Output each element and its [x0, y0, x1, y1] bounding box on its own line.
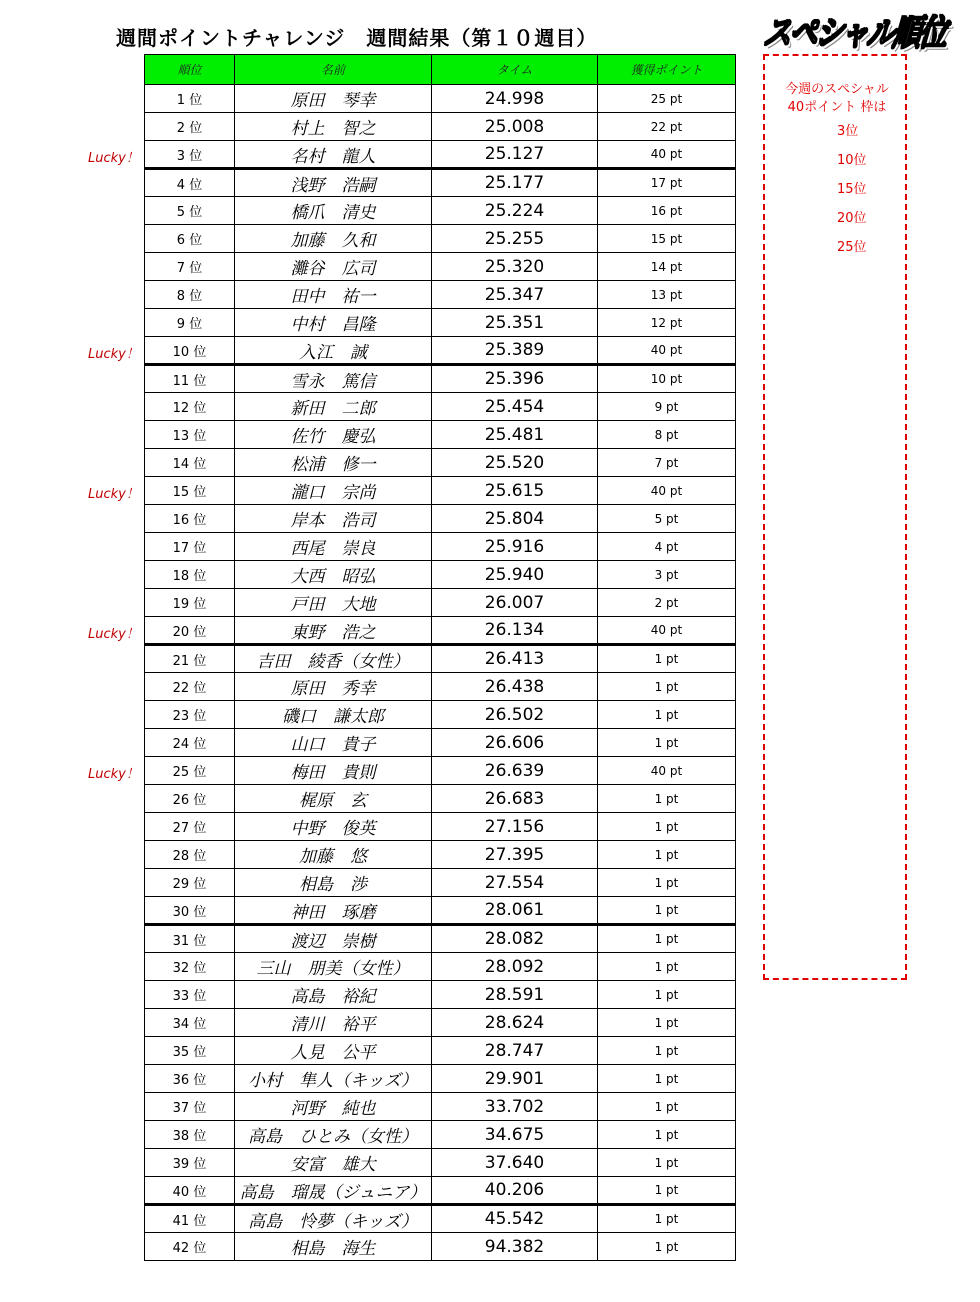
- page-title: 週間ポイントチャレンジ 週間結果（第１０週目）: [116, 26, 598, 50]
- name-cell: 人見 公平: [235, 1037, 432, 1065]
- time-cell: 26.438: [432, 673, 598, 701]
- table-row: [145, 673, 736, 701]
- time-cell: 28.061: [432, 897, 598, 925]
- rank-cell: 28 位: [145, 841, 235, 869]
- special-line-2: 40ポイント 枠は: [787, 100, 887, 115]
- points-cell: 1 pt: [598, 729, 736, 757]
- rank-cell: 25 位: [145, 757, 235, 785]
- table-row: [145, 225, 736, 253]
- results-table: [144, 54, 736, 1261]
- points-cell: 1 pt: [598, 645, 736, 673]
- points-cell: 1 pt: [598, 981, 736, 1009]
- table-row: [145, 1205, 736, 1233]
- name-cell: 梅田 貴則: [235, 757, 432, 785]
- name-cell: 村上 智之: [235, 113, 432, 141]
- name-cell: 松浦 修一: [235, 449, 432, 477]
- table-row: [145, 841, 736, 869]
- rank-cell: 7 位: [145, 253, 235, 281]
- rank-cell: 20 位: [145, 617, 235, 645]
- points-cell: 4 pt: [598, 533, 736, 561]
- special-ranking-title: スペシャル順位: [762, 12, 947, 54]
- rank-cell: 3 位: [145, 141, 235, 169]
- time-cell: 25.255: [432, 225, 598, 253]
- lucky-label: Lucky！: [88, 487, 139, 502]
- points-cell: 1 pt: [598, 701, 736, 729]
- table-row: [145, 1093, 736, 1121]
- rank-cell: 8 位: [145, 281, 235, 309]
- rank-cell: 17 位: [145, 533, 235, 561]
- time-cell: 25.804: [432, 505, 598, 533]
- rank-cell: 32 位: [145, 953, 235, 981]
- points-cell: 17 pt: [598, 169, 736, 197]
- table-row: [145, 617, 736, 645]
- name-cell: 河野 純也: [235, 1093, 432, 1121]
- points-cell: 1 pt: [598, 1065, 736, 1093]
- rank-cell: 1 位: [145, 85, 235, 113]
- rank-cell: 14 位: [145, 449, 235, 477]
- name-cell: 高島 ひとみ（女性）: [235, 1121, 432, 1149]
- points-cell: 1 pt: [598, 869, 736, 897]
- points-cell: 40 pt: [598, 617, 736, 645]
- table-row: [145, 1233, 736, 1261]
- name-cell: 名村 龍人: [235, 141, 432, 169]
- time-cell: 45.542: [432, 1205, 598, 1233]
- table-row: [145, 393, 736, 421]
- time-cell: 29.901: [432, 1065, 598, 1093]
- table-row: [145, 1177, 736, 1205]
- time-cell: 28.747: [432, 1037, 598, 1065]
- rank-cell: 24 位: [145, 729, 235, 757]
- table-row: [145, 449, 736, 477]
- rank-cell: 38 位: [145, 1121, 235, 1149]
- time-cell: 40.206: [432, 1177, 598, 1205]
- points-cell: 22 pt: [598, 113, 736, 141]
- table-row: [145, 421, 736, 449]
- time-cell: 25.320: [432, 253, 598, 281]
- rank-cell: 4 位: [145, 169, 235, 197]
- rank-cell: 12 位: [145, 393, 235, 421]
- table-row: [145, 785, 736, 813]
- points-cell: 1 pt: [598, 1009, 736, 1037]
- special-info-box: [763, 54, 907, 980]
- time-cell: 26.502: [432, 701, 598, 729]
- table-row: [145, 981, 736, 1009]
- points-cell: 9 pt: [598, 393, 736, 421]
- name-cell: 東野 浩之: [235, 617, 432, 645]
- rank-cell: 34 位: [145, 1009, 235, 1037]
- name-cell: 磯口 謙太郎: [235, 701, 432, 729]
- time-cell: 25.224: [432, 197, 598, 225]
- time-cell: 27.554: [432, 869, 598, 897]
- points-cell: 1 pt: [598, 1121, 736, 1149]
- points-cell: 1 pt: [598, 1205, 736, 1233]
- name-cell: 高島 裕紀: [235, 981, 432, 1009]
- name-cell: 原田 琴幸: [235, 85, 432, 113]
- name-cell: 橋爪 清史: [235, 197, 432, 225]
- special-line-1: 今週のスペシャル: [785, 82, 889, 97]
- name-cell: 瀧口 宗尚: [235, 477, 432, 505]
- table-header-row: [145, 55, 736, 85]
- time-cell: 26.683: [432, 785, 598, 813]
- lucky-label: Lucky！: [88, 151, 139, 166]
- table-row: [145, 897, 736, 925]
- time-cell: 33.702: [432, 1093, 598, 1121]
- name-cell: 相島 渉: [235, 869, 432, 897]
- time-cell: 26.134: [432, 617, 598, 645]
- table-row: [145, 757, 736, 785]
- points-cell: 1 pt: [598, 1233, 736, 1261]
- table-row: [145, 141, 736, 169]
- name-cell: 岸本 浩司: [235, 505, 432, 533]
- name-cell: 三山 朋美（女性）: [235, 953, 432, 981]
- time-cell: 27.395: [432, 841, 598, 869]
- time-cell: 24.998: [432, 85, 598, 113]
- name-cell: 山口 貴子: [235, 729, 432, 757]
- rank-cell: 42 位: [145, 1233, 235, 1261]
- rank-cell: 26 位: [145, 785, 235, 813]
- table-row: [145, 813, 736, 841]
- time-cell: 26.007: [432, 589, 598, 617]
- rank-cell: 13 位: [145, 421, 235, 449]
- table-row: [145, 281, 736, 309]
- name-cell: 相島 海生: [235, 1233, 432, 1261]
- points-cell: 13 pt: [598, 281, 736, 309]
- rank-cell: 30 位: [145, 897, 235, 925]
- name-cell: 加藤 久和: [235, 225, 432, 253]
- points-cell: 1 pt: [598, 813, 736, 841]
- table-row: [145, 533, 736, 561]
- rank-cell: 5 位: [145, 197, 235, 225]
- name-cell: 神田 琢磨: [235, 897, 432, 925]
- name-cell: 浅野 浩嗣: [235, 169, 432, 197]
- points-cell: 16 pt: [598, 197, 736, 225]
- points-cell: 25 pt: [598, 85, 736, 113]
- table-row: [145, 1121, 736, 1149]
- time-cell: 37.640: [432, 1149, 598, 1177]
- lucky-label: Lucky！: [88, 347, 139, 362]
- header-rank: 順位: [145, 55, 235, 85]
- rank-cell: 2 位: [145, 113, 235, 141]
- time-cell: 28.092: [432, 953, 598, 981]
- points-cell: 1 pt: [598, 925, 736, 953]
- points-cell: 2 pt: [598, 589, 736, 617]
- rank-cell: 33 位: [145, 981, 235, 1009]
- table-row: [145, 309, 736, 337]
- rank-cell: 40 位: [145, 1177, 235, 1205]
- table-row: [145, 589, 736, 617]
- table-row: [145, 925, 736, 953]
- points-cell: 40 pt: [598, 757, 736, 785]
- rank-cell: 22 位: [145, 673, 235, 701]
- time-cell: 28.624: [432, 1009, 598, 1037]
- special-position: 10位: [837, 153, 867, 168]
- time-cell: 25.481: [432, 421, 598, 449]
- points-cell: 7 pt: [598, 449, 736, 477]
- rank-cell: 6 位: [145, 225, 235, 253]
- points-cell: 10 pt: [598, 365, 736, 393]
- rank-cell: 27 位: [145, 813, 235, 841]
- table-row: [145, 729, 736, 757]
- time-cell: 28.082: [432, 925, 598, 953]
- rank-cell: 31 位: [145, 925, 235, 953]
- name-cell: 西尾 崇良: [235, 533, 432, 561]
- points-cell: 40 pt: [598, 337, 736, 365]
- rank-cell: 39 位: [145, 1149, 235, 1177]
- table-row: [145, 85, 736, 113]
- header-points: 獲得ポイント: [598, 55, 736, 85]
- lucky-label: Lucky！: [88, 627, 139, 642]
- points-cell: 1 pt: [598, 1093, 736, 1121]
- table-row: [145, 505, 736, 533]
- rank-cell: 16 位: [145, 505, 235, 533]
- points-cell: 40 pt: [598, 141, 736, 169]
- time-cell: 26.606: [432, 729, 598, 757]
- name-cell: 加藤 悠: [235, 841, 432, 869]
- table-row: [145, 169, 736, 197]
- table-row: [145, 561, 736, 589]
- special-position: 3位: [837, 124, 859, 139]
- name-cell: 戸田 大地: [235, 589, 432, 617]
- rank-cell: 18 位: [145, 561, 235, 589]
- name-cell: 高島 瑠晟（ジュニア）: [235, 1177, 432, 1205]
- points-cell: 14 pt: [598, 253, 736, 281]
- table-row: [145, 645, 736, 673]
- name-cell: 中村 昌隆: [235, 309, 432, 337]
- special-position: 20位: [837, 211, 867, 226]
- time-cell: 25.351: [432, 309, 598, 337]
- special-position: 15位: [837, 182, 867, 197]
- table-row: [145, 701, 736, 729]
- time-cell: 25.520: [432, 449, 598, 477]
- header-time: タイム: [432, 55, 598, 85]
- table-row: [145, 953, 736, 981]
- name-cell: 小村 隼人（キッズ）: [235, 1065, 432, 1093]
- rank-cell: 19 位: [145, 589, 235, 617]
- time-cell: 25.389: [432, 337, 598, 365]
- table-row: [145, 253, 736, 281]
- name-cell: 田中 祐一: [235, 281, 432, 309]
- points-cell: 5 pt: [598, 505, 736, 533]
- name-cell: 大西 昭弘: [235, 561, 432, 589]
- name-cell: 原田 秀幸: [235, 673, 432, 701]
- points-cell: 3 pt: [598, 561, 736, 589]
- rank-cell: 21 位: [145, 645, 235, 673]
- points-cell: 1 pt: [598, 673, 736, 701]
- time-cell: 27.156: [432, 813, 598, 841]
- points-cell: 15 pt: [598, 225, 736, 253]
- time-cell: 25.615: [432, 477, 598, 505]
- points-cell: 1 pt: [598, 953, 736, 981]
- points-cell: 1 pt: [598, 785, 736, 813]
- header-name: 名前: [235, 55, 432, 85]
- rank-cell: 9 位: [145, 309, 235, 337]
- table-row: [145, 477, 736, 505]
- name-cell: 安富 雄大: [235, 1149, 432, 1177]
- rank-cell: 11 位: [145, 365, 235, 393]
- time-cell: 26.413: [432, 645, 598, 673]
- table-row: [145, 1065, 736, 1093]
- points-cell: 1 pt: [598, 897, 736, 925]
- time-cell: 25.127: [432, 141, 598, 169]
- name-cell: 吉田 綾香（女性）: [235, 645, 432, 673]
- table-row: [145, 1149, 736, 1177]
- rank-cell: 37 位: [145, 1093, 235, 1121]
- name-cell: 中野 俊英: [235, 813, 432, 841]
- name-cell: 渡辺 崇樹: [235, 925, 432, 953]
- table-row: [145, 113, 736, 141]
- points-cell: 8 pt: [598, 421, 736, 449]
- name-cell: 灘谷 広司: [235, 253, 432, 281]
- time-cell: 25.916: [432, 533, 598, 561]
- lucky-label: Lucky！: [88, 767, 139, 782]
- rank-cell: 15 位: [145, 477, 235, 505]
- time-cell: 25.347: [432, 281, 598, 309]
- name-cell: 梶原 玄: [235, 785, 432, 813]
- time-cell: 25.396: [432, 365, 598, 393]
- table-row: [145, 197, 736, 225]
- points-cell: 1 pt: [598, 841, 736, 869]
- rank-cell: 10 位: [145, 337, 235, 365]
- time-cell: 26.639: [432, 757, 598, 785]
- name-cell: 高島 怜夢（キッズ）: [235, 1205, 432, 1233]
- name-cell: 佐竹 慶弘: [235, 421, 432, 449]
- points-cell: 1 pt: [598, 1149, 736, 1177]
- rank-cell: 23 位: [145, 701, 235, 729]
- name-cell: 新田 二郎: [235, 393, 432, 421]
- rank-cell: 35 位: [145, 1037, 235, 1065]
- time-cell: 34.675: [432, 1121, 598, 1149]
- table-row: [145, 1037, 736, 1065]
- rank-cell: 36 位: [145, 1065, 235, 1093]
- rank-cell: 41 位: [145, 1205, 235, 1233]
- special-position: 25位: [837, 240, 867, 255]
- rank-cell: 29 位: [145, 869, 235, 897]
- name-cell: 清川 裕平: [235, 1009, 432, 1037]
- time-cell: 25.940: [432, 561, 598, 589]
- time-cell: 25.454: [432, 393, 598, 421]
- points-cell: 40 pt: [598, 477, 736, 505]
- name-cell: 雪永 篤信: [235, 365, 432, 393]
- table-row: [145, 869, 736, 897]
- table-row: [145, 1009, 736, 1037]
- points-cell: 12 pt: [598, 309, 736, 337]
- table-row: [145, 365, 736, 393]
- table-row: [145, 337, 736, 365]
- name-cell: 入江 誠: [235, 337, 432, 365]
- time-cell: 28.591: [432, 981, 598, 1009]
- points-cell: 1 pt: [598, 1037, 736, 1065]
- time-cell: 25.177: [432, 169, 598, 197]
- time-cell: 94.382: [432, 1233, 598, 1261]
- time-cell: 25.008: [432, 113, 598, 141]
- points-cell: 1 pt: [598, 1177, 736, 1205]
